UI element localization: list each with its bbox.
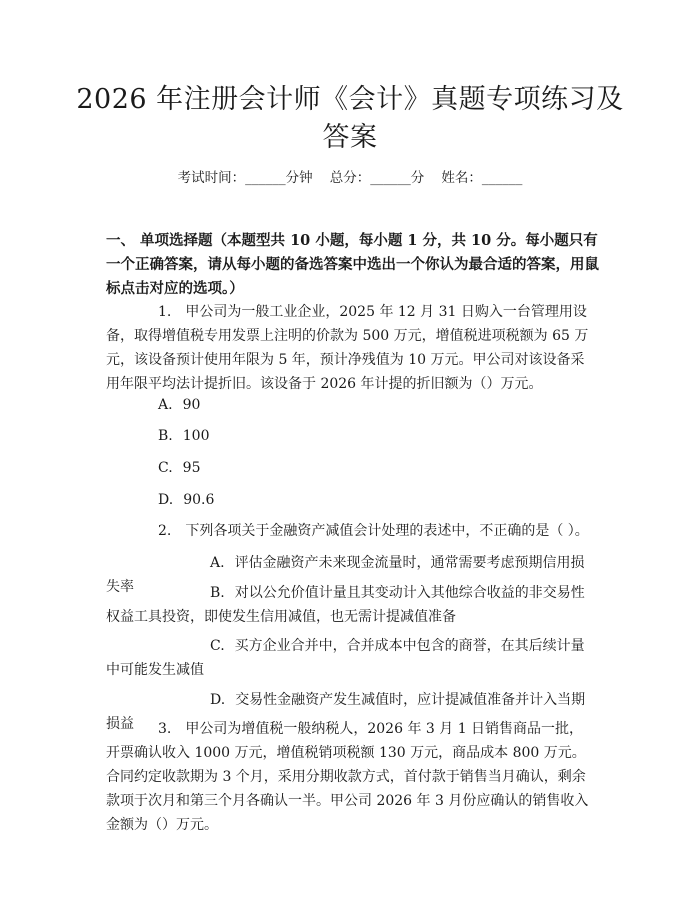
option-text: 买方企业合并中，合并成本中包含的商誉，在其后续计量中可能发生减值 bbox=[106, 638, 585, 678]
option-text: 交易性金融资产发生减值时，应计提减值准备并计入当期损益 bbox=[106, 692, 586, 732]
section-heading: 一、 单项选择题（本题型共 10 小题，每小题 1 分，共 10 分。每小题只有一个正确答案，请从每小题的备选答案中选出一个你认为最合适的答案，用鼠标点击对应的选项。） bbox=[106, 232, 599, 297]
option-letter: D. bbox=[158, 492, 174, 508]
question-stem: 甲公司为增值税一般纳税人，2026 年 3 月 1 日销售商品一批，开票确认收入 1000 万元，增值税销项税额 130 万元，商品成本 800 万元。合同约定收款期为 3 个月，采用分期收款方式，首付款于销售当月确认，剩余款项于次月和第三个月各确认一半。甲公司 2026 年 3 月份应确认的销售收入金额为（）万元。 bbox=[106, 721, 589, 833]
question-stem: 下列各项关于金融资产减值会计处理的表述中，不正确的是（ ）。 bbox=[185, 523, 589, 539]
question-number: 3. bbox=[158, 721, 172, 737]
question-stem: 甲公司为一般工业企业，2025 年 12 月 31 日购入一台管理用设备，取得增值税专用发票上注明的价款为 500 万元，增值税进项税额为 65 万元，该设备预计使用年限为 5 年，预计净残值为 10 万元。甲公司对该设备采用年限平均法计提折旧。该设备于 2026 年计提的折旧额为（）万元。 bbox=[106, 304, 589, 392]
question-3 bbox=[106, 717, 596, 837]
option-text: 100 bbox=[182, 428, 210, 444]
option-text: 95 bbox=[182, 460, 201, 476]
document-title-line-1: 2026 年注册会计师《会计》真题专项练习及 bbox=[76, 84, 624, 115]
question-number: 1. bbox=[158, 304, 172, 320]
option-text: 评估金融资产未来现金流量时，通常需要考虑预期信用损失率 bbox=[106, 555, 585, 595]
option-letter: B. bbox=[158, 428, 173, 444]
question-1-option-d[interactable] bbox=[158, 490, 214, 510]
option-letter: C. bbox=[158, 460, 173, 476]
question-2 bbox=[106, 519, 596, 543]
question-1-option-b[interactable] bbox=[158, 426, 209, 446]
question-number: 2. bbox=[158, 523, 172, 539]
document-title-line-2: 答案 bbox=[322, 122, 378, 153]
option-letter: B. bbox=[210, 585, 225, 601]
option-letter: C. bbox=[210, 638, 225, 654]
option-letter: D. bbox=[210, 692, 226, 708]
option-letter: A. bbox=[158, 397, 173, 413]
exam-info-line: 考试时间：______分钟 总分：______分 姓名：______ bbox=[177, 170, 523, 186]
option-letter: A. bbox=[210, 555, 225, 571]
question-1 bbox=[106, 300, 596, 396]
question-1-option-a[interactable] bbox=[158, 395, 200, 415]
question-2-option-b[interactable] bbox=[106, 581, 596, 629]
option-text: 90 bbox=[182, 397, 201, 413]
option-text: 90.6 bbox=[183, 492, 215, 508]
question-1-option-c[interactable] bbox=[158, 458, 201, 478]
question-2-option-c[interactable] bbox=[106, 634, 596, 682]
option-text: 对以公允价值计量且其变动计入其他综合收益的非交易性权益工具投资，即使发生信用减值，也无需计提减值准备 bbox=[106, 585, 585, 625]
